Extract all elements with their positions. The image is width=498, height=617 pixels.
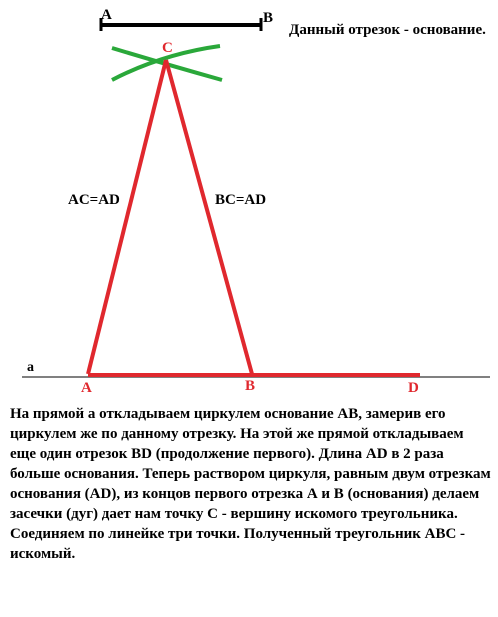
segment-label-b: B — [263, 10, 274, 26]
side-ac-label: AC=AD — [68, 192, 120, 208]
segment-label-a: A — [101, 7, 112, 23]
vertex-b-label: B — [245, 378, 256, 394]
side-bc — [166, 60, 252, 374]
side-ac — [88, 60, 166, 374]
explanation-text: На прямой а откладываем циркулем основание АВ, замерив его циркулем же по данному отрезку. На этой же прямой откладываем еще один отрезок BD (продолжение первого). Длина AD в 2 раза больше основания. Теперь раствором циркуля, равным двум отрезкам основания (AD), из концов первого отрезка А и В (основания) делаем засечки (дуг) дает нам точку С - вершину искомого треугольника. Соединяем по линейке три точки. Полученный треугольник АВС - искомый. — [10, 406, 491, 562]
line-a-label: a — [27, 360, 34, 375]
side-bc-label: BC=AD — [215, 192, 267, 208]
vertex-c-label: C — [162, 40, 173, 56]
segment-note: Данный отрезок - основание. — [289, 22, 486, 38]
point-d-label: D — [408, 380, 419, 396]
vertex-a-label: A — [81, 380, 92, 396]
